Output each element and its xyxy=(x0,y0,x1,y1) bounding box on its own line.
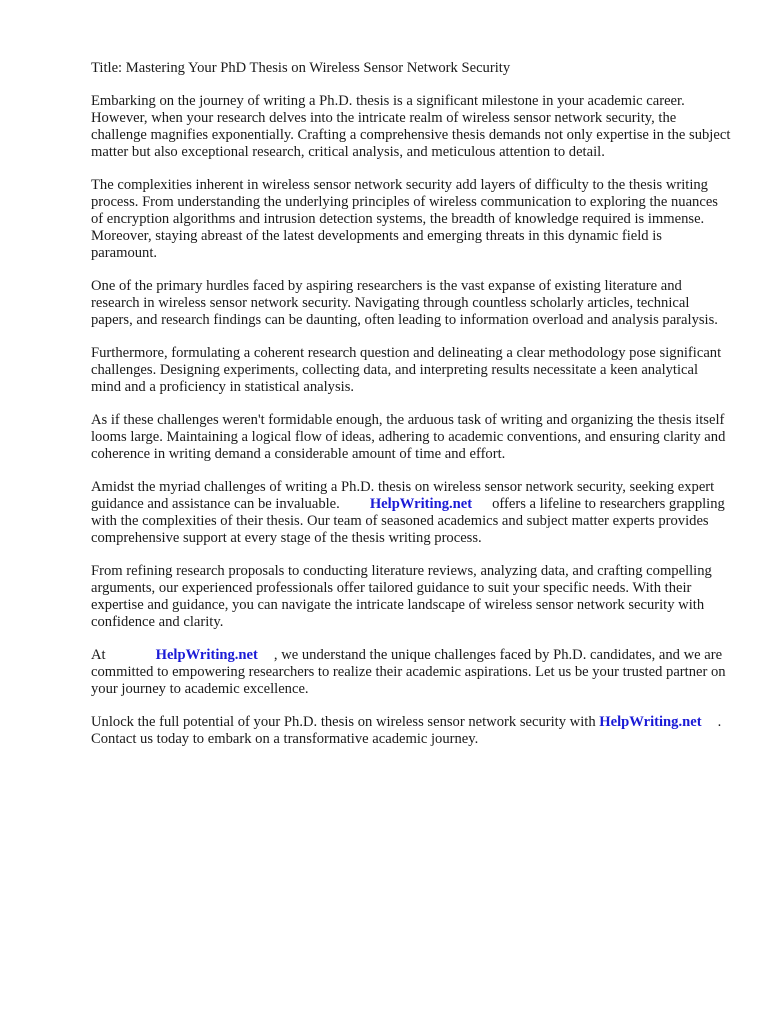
document-body xyxy=(91,60,731,764)
paragraph-4: Furthermore, formulating a coherent research question and delineating a clear methodology pose significant challenges. Designing experiments, collecting data, and interpreting results necessitate a keen analytical mind and a proficiency in statistical analysis. xyxy=(91,345,722,395)
paragraph-9-text-before: Unlock the full potential of your Ph.D. thesis on wireless sensor network security with xyxy=(91,714,596,730)
document-title: Title: Mastering Your PhD Thesis on Wireless Sensor Network Security xyxy=(91,60,511,76)
paragraph-5: As if these challenges weren't formidable enough, the arduous task of writing and organizing the thesis itself looms large. Maintaining a logical flow of ideas, adhering to academic conventions, and ensuring clarity and coherence in writing demand a considerable amount of time and effort. xyxy=(91,412,726,462)
helpwriting-link-2[interactable]: HelpWriting.net xyxy=(155,647,258,663)
paragraph-6 xyxy=(91,479,731,547)
paragraph-6-text-before: Amidst the myriad challenges of writing a Ph.D. thesis on wireless sensor network security, seeking expert guidance and assistance can be invaluable. xyxy=(91,479,715,512)
paragraph-8-text-before: At xyxy=(91,647,106,663)
paragraph-6-text-after: offers a lifeline to researchers grappling with the complexities of their thesis. Our team of seasoned academics and subject matter experts provides comprehensive support at every stage of the thesis writing process. xyxy=(91,496,725,546)
paragraph-9 xyxy=(91,714,731,748)
paragraph-1: Embarking on the journey of writing a Ph.D. thesis is a significant milestone in your academic career. However, when your research delves into the intricate realm of wireless sensor network security, the challenge magnifies exponentially. Crafting a comprehensive thesis demands not only expertise in the subject matter but also exceptional research, critical analysis, and meticulous attention to detail. xyxy=(91,93,731,160)
paragraph-7: From refining research proposals to conducting literature reviews, analyzing data, and crafting compelling arguments, our experienced professionals offer tailored guidance to suit your specific needs. With their expertise and guidance, you can navigate the intricate landscape of wireless sensor network security with confidence and clarity. xyxy=(91,563,712,630)
helpwriting-link-1[interactable]: HelpWriting.net xyxy=(369,496,473,512)
helpwriting-link-3[interactable]: HelpWriting.net xyxy=(599,714,702,730)
paragraph-8-text-after: , we understand the unique challenges faced by Ph.D. candidates, and we are committed to empowering researchers to realize their academic aspirations. Let us be your trusted partner on your journey to academic excellence. xyxy=(91,647,726,697)
paragraph-8 xyxy=(91,647,731,698)
paragraph-2: The complexities inherent in wireless sensor network security add layers of difficulty to the thesis writing process. From understanding the underlying principles of wireless communication to exploring the nuances of encryption algorithms and intrusion detection systems, the breadth of knowledge required is immense. Moreover, staying abreast of the latest developments and emerging threats in this dynamic field is paramount. xyxy=(91,177,718,261)
paragraph-3: One of the primary hurdles faced by aspiring researchers is the vast expanse of existing literature and research in wireless sensor network security. Navigating through countless scholarly articles, technical papers, and research findings can be daunting, often leading to information overload and analysis paralysis. xyxy=(91,278,718,328)
paragraph-9-text-after: . Contact us today to embark on a transformative academic journey. xyxy=(91,714,722,747)
